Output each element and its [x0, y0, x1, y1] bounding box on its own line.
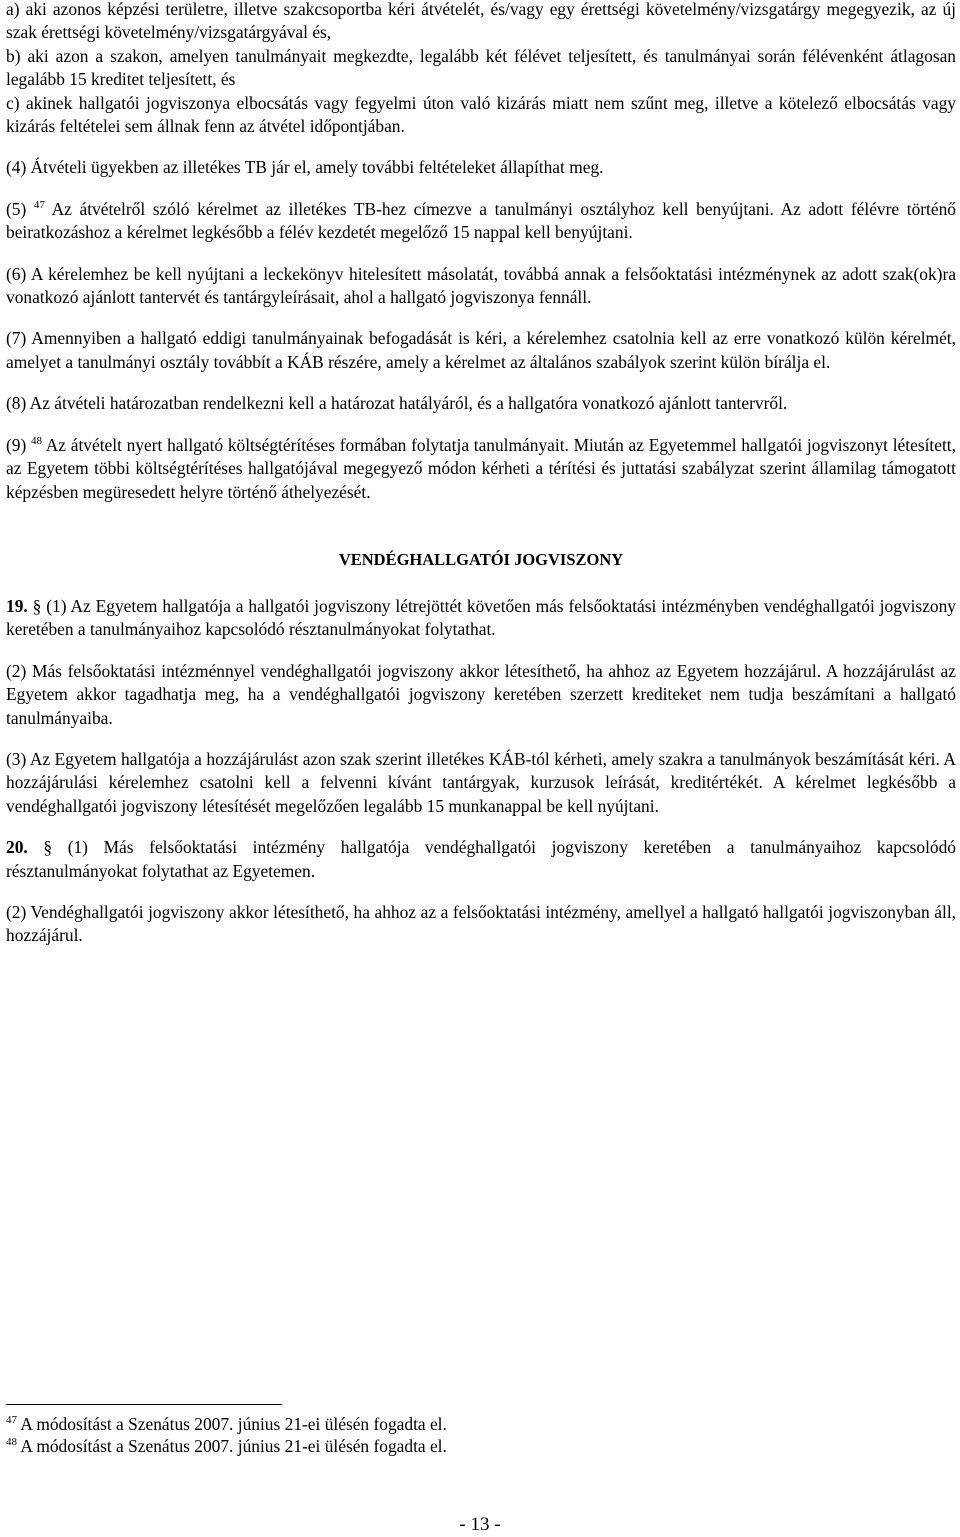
intro-item-a: a) aki azonos képzési területre, illetve szakcsoportba kéri átvételét, és/vagy egy érettségi követelmény/vizsgatárgy megegyezik, az új szak érettségi követelmény/vizsgatárgyával és, — [6, 0, 956, 43]
paragraph-9-number: (9) — [6, 434, 27, 455]
section-heading: VENDÉGHALLGATÓI JOGVISZONY — [338, 549, 624, 569]
footnotes — [6, 1414, 906, 1457]
section-20-paragraph-1-text: § (1) Más felsőoktatási intézmény hallgatója vendéghallgatói jogviszony keretében a tanulmányaihoz kapcsolódó résztanulmányokat folytathat az Egyetemen. — [6, 837, 956, 881]
intro-item-c: c) akinek hallgatói jogviszonya elbocsátás vagy fegyelmi úton való kizárás miatt nem szűnt meg, illetve a kötelező elbocsátás vagy kizárás feltételei sem állnak fenn az átvétel időpontjában. — [6, 92, 956, 137]
section-19-paragraph-2: (2) Más felsőoktatási intézménnyel vendéghallgatói jogviszony akkor létesíthető, ha ahhoz az Egyetem hozzájárul. A hozzájárulást az Egyetem akkor tagadhatja meg, ha a vendéghallgatói jogviszony keretében szerzett krediteket nem tudja beszámítani a hallgató tanulmányaiba. — [6, 660, 956, 728]
paragraph-4: (4) Átvételi ügyekben az illetékes TB jár el, amely további feltételeket állapíthat meg. — [6, 157, 604, 178]
footnote-47-marker: 47 — [6, 1414, 17, 1426]
paragraph-9-text: Az átvételt nyert hallgató költségtérítéses formában folytatja tanulmányait. Miután az Egyetemmel hallgatói jogviszonyt létesített, az Egyetem többi költségtérítéses hallgatójával megegyező módon kérheti a térítési és juttatási szabályzat szerint államilag támogatott képzésben megüresedett helyre történő áthelyezését. — [6, 434, 956, 502]
section-20-paragraph-2: (2) Vendéghallgatói jogviszony akkor létesíthető, ha ahhoz az a felsőoktatási intézmény, amellyel a hallgató hallgatói jogviszonyban áll, hozzájárul. — [6, 901, 956, 946]
paragraph-5-text: Az átvételről szóló kérelmet az illetékes TB-hez címezve a tanulmányi osztályhoz kell benyújtani. Az adott félévre történő beiratkozáshoz a kérelmet legkésőbb a félév kezdetét megelőző 15 nappal kell benyújtani. — [6, 198, 957, 243]
document-body — [6, 0, 956, 948]
footnote-ref-47[interactable]: 47 — [33, 198, 45, 211]
section-19-paragraph-1-text: § (1) Az Egyetem hallgatója a hallgatói jogviszony létrejöttét követően más felsőoktatási intézményben vendéghallgatói jogviszony keretében a tanulmányaihoz kapcsolódó résztanulmányokat folytathat. — [6, 595, 956, 640]
footnote-ref-48[interactable]: 48 — [31, 434, 42, 447]
paragraph-5 — [6, 198, 956, 245]
intro-item-b: b) aki azon a szakon, amelyen tanulmányait megkezdte, legalább két félévet teljesített, és tanulmányai során félévenként átlagosan legalább 15 kreditet teljesített, és — [6, 45, 956, 90]
page-number: - 13 - — [459, 1514, 501, 1535]
paragraph-9 — [6, 434, 956, 504]
section-19-number: 19. — [6, 595, 28, 616]
footnote-47-text: A módosítást a Szenátus 2007. június 21-ei ülésén fogadta el. — [17, 1414, 447, 1434]
paragraph-5-number: (5) — [6, 198, 27, 219]
section-19-paragraph-3: (3) Az Egyetem hallgatója a hozzájárulást azon szak szerint illetékes KÁB-tól kérheti, amely szakra a tanulmányok beszámítását kéri. A hozzájárulási kérelemhez csatolni kell a felvenni kívánt tantárgyak, kurzusok leírását, kreditértékét. A kérelmet legkésőbb a vendéghallgatói jogviszony létesítését megelőzően legalább 15 munkanappal be kell nyújtani. — [6, 748, 956, 816]
footnote-48 — [6, 1436, 906, 1458]
section-20-paragraph-1 — [6, 836, 956, 883]
section-20-number: 20. — [6, 837, 28, 858]
footnote-47 — [6, 1414, 906, 1436]
footnote-divider — [6, 1404, 282, 1405]
paragraph-6: (6) A kérelemhez be kell nyújtani a leckekönyv hitelesített másolatát, továbbá annak a felsőoktatási intézménynek az adott szak(ok)ra vonatkozó ajánlott tantervét és tantárgyleírásait, ahol a hallgató jogviszonya fennáll. — [6, 263, 956, 308]
footnote-48-text: A módosítást a Szenátus 2007. június 21-ei ülésén fogadta el. — [17, 1435, 447, 1456]
paragraph-8: (8) Az átvételi határozatban rendelkezni kell a határozat hatályáról, és a hallgatóra vonatkozó ajánlott tantervről. — [6, 393, 788, 414]
paragraph-7: (7) Amennyiben a hallgató eddigi tanulmányainak befogadását is kéri, a kérelemhez csatolnia kell az erre vonatkozó külön kérelmét, amelyet a tanulmányi osztály továbbít a KÁB részére, amely a kérelmet az általános szabályok szerint külön bírálja el. — [6, 328, 956, 372]
footnote-48-marker: 48 — [6, 1435, 17, 1448]
section-19-paragraph-1 — [6, 595, 956, 642]
